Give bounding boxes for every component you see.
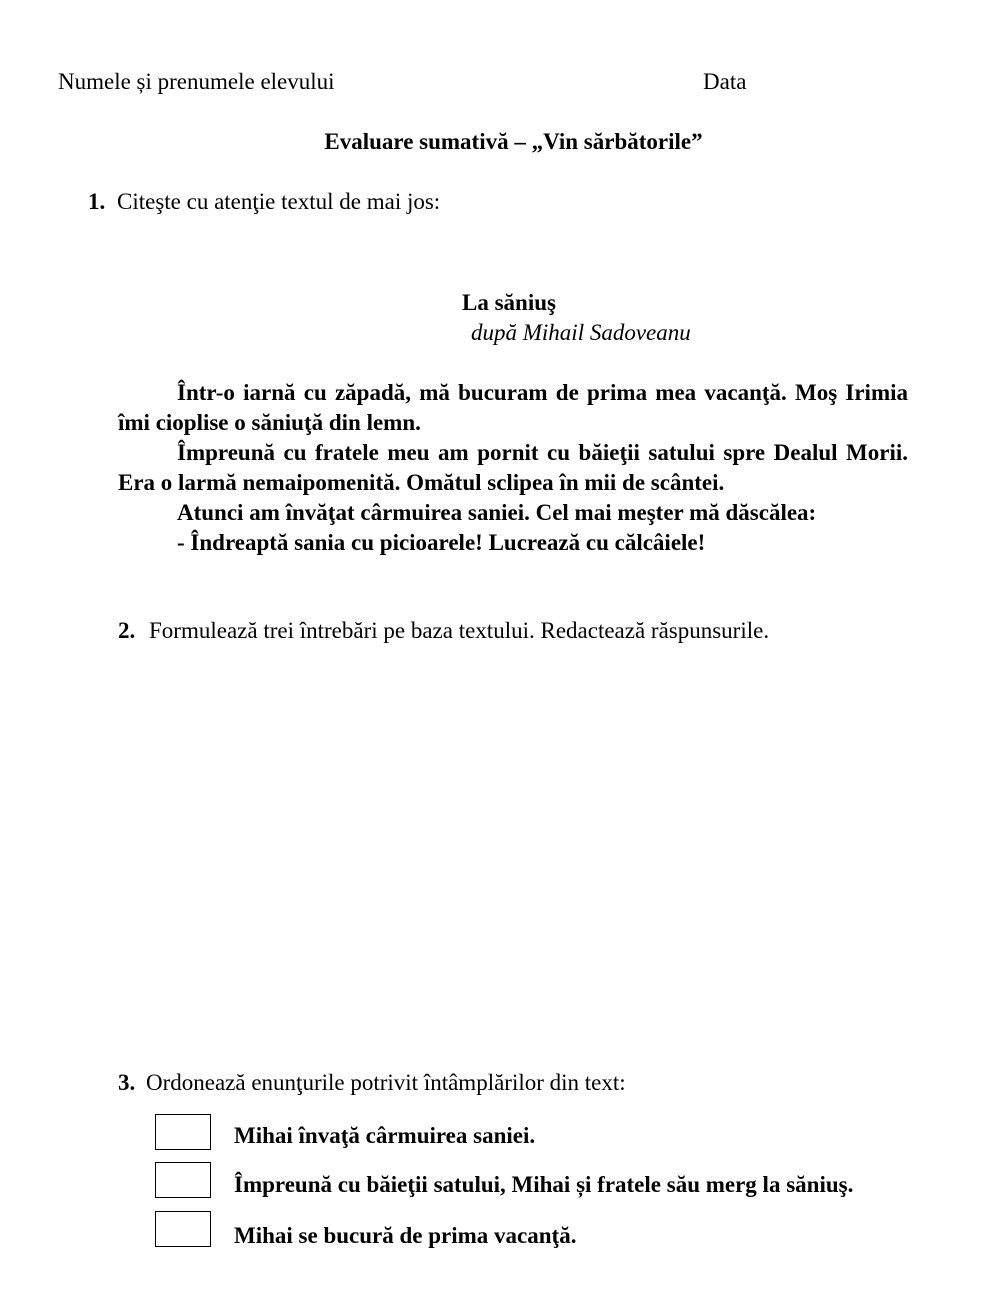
story-paragraph-1-text: Într-o iarnă cu zăpadă, mă bucuram de prima mea vacanţă. Moş Irimia îmi cioplise o săniuţă din lemn. <box>118 380 908 435</box>
order-statement-3: Mihai se bucură de prima vacanţă. <box>234 1223 577 1248</box>
question-1-number: 1. <box>88 189 106 214</box>
story-paragraph-2-text: Împreună cu fratele meu am pornit cu băieţii satului spre Dealul Morii. Era o larmă nemaipomenită. Omătul sclipea în mii de scântei. <box>118 440 908 495</box>
question-3-text: Ordonează enunţurile potrivit întâmplărilor din text: <box>146 1070 626 1095</box>
story-paragraph-1 <box>118 378 908 438</box>
question-2-text: Formulează trei întrebări pe baza textului. Redactează răspunsurile. <box>149 618 770 643</box>
date-label: Data <box>703 69 747 94</box>
story-title: La săniuş <box>462 290 556 315</box>
document-title: Evaluare sumativă – „Vin sărbătorile” <box>324 129 703 154</box>
order-answer-box-2[interactable] <box>155 1162 211 1198</box>
order-statement-1: Mihai învaţă cârmuirea saniei. <box>234 1123 536 1148</box>
order-answer-box-1[interactable] <box>155 1114 211 1150</box>
story-paragraph-3 <box>118 498 908 528</box>
story-paragraph-4-text: - Îndreaptă sania cu picioarele! Lucrează cu călcâiele! <box>177 530 706 555</box>
student-name-label: Numele și prenumele elevului <box>58 69 335 94</box>
story-paragraph-2 <box>118 438 908 498</box>
story-author: după Mihail Sadoveanu <box>471 320 691 345</box>
story-paragraph-4 <box>118 528 908 558</box>
question-2-number: 2. <box>118 618 136 643</box>
order-answer-box-3[interactable] <box>155 1211 211 1247</box>
story-paragraph-3-text: Atunci am învăţat cârmuirea saniei. Cel mai meşter mă dăscălea: <box>177 500 817 525</box>
question-1-text: Citeşte cu atenţie textul de mai jos: <box>117 189 441 214</box>
order-statement-2: Împreună cu băieţii satului, Mihai și fratele său merg la săniuş. <box>234 1172 854 1197</box>
question-3-number: 3. <box>118 1070 136 1095</box>
